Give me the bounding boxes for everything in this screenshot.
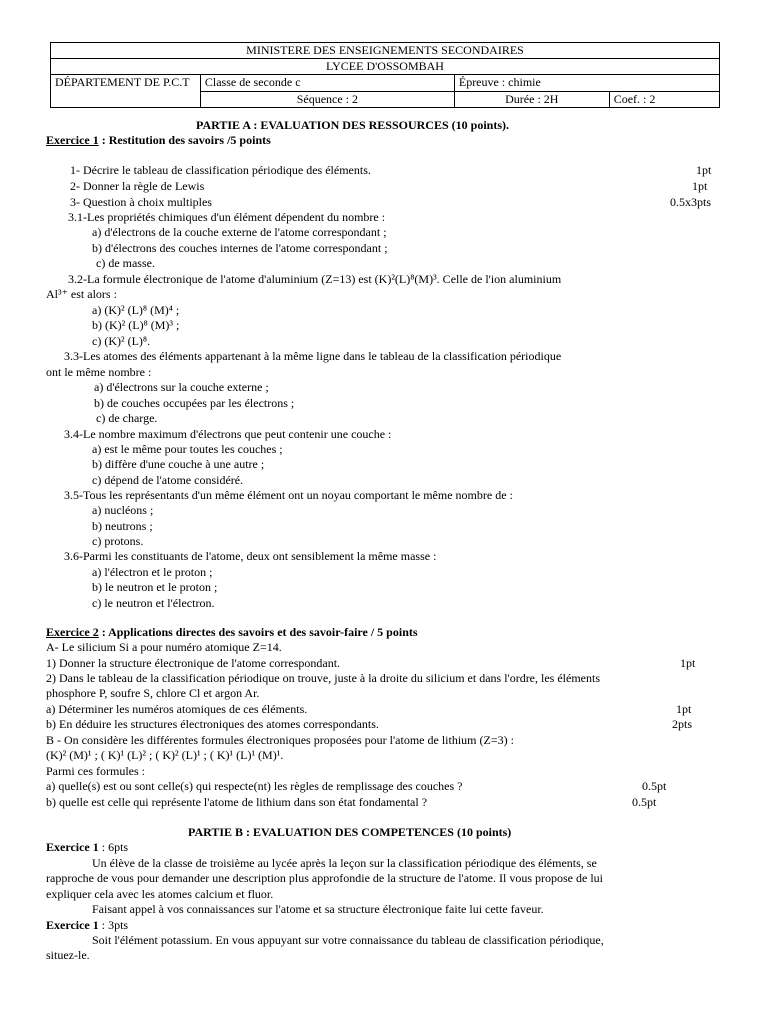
ex2-among-formulas: Parmi ces formules :	[46, 764, 145, 778]
option-3-2-c: c) (K)² (L)⁸.	[92, 334, 151, 348]
ex2-q2a-points: 1pt	[676, 702, 692, 716]
question-3-1: 3.1-Les propriétés chimiques d'un élément dépendent du nombre :	[68, 210, 386, 224]
question-3-4: 3.4-Le nombre maximum d'électrons que peut contenir une couche :	[64, 427, 392, 441]
ex2-part-a: A- Le silicium Si a pour numéro atomique Z=14.	[46, 640, 282, 654]
class-cell: Classe de seconde c	[200, 75, 454, 92]
question-1-points: 1pt	[696, 163, 712, 177]
part-a-ex1-heading	[46, 133, 271, 149]
question-3-2-line2: Al³⁺ est alors :	[46, 287, 117, 301]
option-3-3-a: a) d'électrons sur la couche externe ;	[94, 380, 269, 394]
ex2-label: Exercice 2	[46, 625, 99, 639]
school-name: LYCEE D'OSSOMBAH	[51, 59, 720, 75]
ex2-qa-points: 0.5pt	[642, 779, 667, 793]
option-3-6-a: a) l'électron et le proton ;	[92, 565, 213, 579]
lithium-formulas: (K)² (M)¹ ; ( K)¹ (L)² ; ( K)² (L)¹ ; ( K)¹ (L)¹ (M)¹.	[46, 748, 284, 762]
ministry-name: MINISTERE DES ENSEIGNEMENTS SECONDAIRES	[51, 43, 720, 59]
ex2-qb: b) quelle est celle qui représente l'atome de lithium dans son état fondamental ?	[46, 795, 428, 809]
option-3-6-b: b) le neutron et le proton ;	[92, 580, 218, 594]
part-b-p3-line2: situez-le.	[46, 948, 90, 962]
part-b-p1-line1: Un élève de la classe de troisième au lycée après la leçon sur la classification périodique des éléments, se	[92, 856, 597, 870]
option-3-2-b: b) (K)² (L)⁸ (M)³ ;	[92, 318, 180, 332]
duration-cell: Durée : 2H	[454, 91, 609, 108]
question-3: 3- Question à choix multiples	[70, 195, 212, 209]
subject-cell: Épreuve : chimie	[454, 75, 719, 92]
part-b-p1-line2: rapproche de vous pour demander une description plus approfondie de la structure de l'atome. Il vous propose de lui	[46, 871, 603, 885]
question-2: 2- Donner la règle de Lewis	[70, 179, 205, 193]
ex2-q2b: b) En déduire les structures électroniques des atomes correspondants.	[46, 717, 379, 731]
ex1-title: : Restitution des savoirs /5 points	[98, 133, 271, 147]
ex2-part-b: B - On considère les différentes formules électroniques proposées pour l'atome de lithium (Z=3) :	[46, 733, 514, 747]
part-b-p2: Faisant appel à vos connaissances sur l'atome et sa structure électronique faite lui cette faveur.	[92, 902, 544, 916]
option-3-2-a: a) (K)² (L)⁸ (M)⁴ ;	[92, 303, 180, 317]
part-b-ex2-heading	[46, 918, 128, 934]
department-cell: DÉPARTEMENT DE P.C.T	[51, 75, 201, 108]
part-b-ex1-label: Exercice 1	[46, 840, 99, 854]
ex2-q2-line2: phosphore P, soufre S, chlore Cl et argon Ar.	[46, 686, 260, 700]
option-3-5-a: a) nucléons ;	[92, 503, 154, 517]
ex2-title: : Applications directes des savoirs et des savoir-faire / 5 points	[98, 625, 418, 639]
option-3-1-c: c) de masse.	[96, 256, 155, 270]
coef-cell: Coef. : 2	[609, 91, 719, 108]
ex1-label: Exercice 1	[46, 133, 99, 147]
option-3-4-a: a) est le même pour toutes les couches ;	[92, 442, 283, 456]
header-table	[50, 42, 720, 108]
part-b-ex2-points: : 3pts	[98, 918, 129, 932]
ex2-qb-points: 0.5pt	[632, 795, 657, 809]
option-3-6-c: c) le neutron et l'électron.	[92, 596, 215, 610]
part-a-ex2-heading	[46, 625, 418, 641]
ex2-q2a: a) Déterminer les numéros atomiques de ces éléments.	[46, 702, 308, 716]
ex2-q1: 1) Donner la structure électronique de l'atome correspondant.	[46, 656, 341, 670]
option-3-5-c: c) protons.	[92, 534, 144, 548]
option-3-5-b: b) neutrons ;	[92, 519, 153, 533]
part-b-ex1-heading	[46, 840, 128, 856]
option-3-1-a: a) d'électrons de la couche externe de l'atome correspondant ;	[92, 225, 387, 239]
ex2-q2-line1: 2) Dans le tableau de la classification périodique on trouve, juste à la droite du silicium et dans l'ordre, les éléments	[46, 671, 600, 685]
question-3-points: 0.5x3pts	[670, 195, 712, 209]
question-3-5: 3.5-Tous les représentants d'un même élément ont un noyau comportant le même nombre de :	[64, 488, 513, 502]
part-b-p3-line1: Soit l'élément potassium. En vous appuyant sur votre connaissance du tableau de classification périodique,	[92, 933, 604, 947]
question-2-points: 1pt	[692, 179, 708, 193]
part-b-ex1-points: : 6pts	[98, 840, 129, 854]
part-a-title: PARTIE A : EVALUATION DES RESSOURCES (10 points).	[196, 118, 509, 132]
ex2-qa: a) quelle(s) est ou sont celle(s) qui respecte(nt) les règles de remplissage des couches ?	[46, 779, 463, 793]
option-3-4-c: c) dépend de l'atome considéré.	[92, 473, 244, 487]
ex2-q1-points: 1pt	[680, 656, 696, 670]
question-3-3-line1: 3.3-Les atomes des éléments appartenant à la même ligne dans le tableau de la classification périodique	[64, 349, 562, 363]
option-3-4-b: b) diffère d'une couche à une autre ;	[92, 457, 265, 471]
part-b-p1-line3: expliquer cela avec les atomes calcium et fluor.	[46, 887, 274, 901]
question-3-2-line1: 3.2-La formule électronique de l'atome d'aluminium (Z=13) est (K)²(L)⁸(M)³. Celle de l'ion aluminium	[68, 272, 562, 286]
option-3-1-b: b) d'électrons des couches internes de l'atome correspondant ;	[92, 241, 388, 255]
question-3-6: 3.6-Parmi les constituants de l'atome, deux ont sensiblement la même masse :	[64, 549, 437, 563]
ex2-q2b-points: 2pts	[672, 717, 693, 731]
question-3-3-line2: ont le même nombre :	[46, 365, 152, 379]
part-b-title: PARTIE B : EVALUATION DES COMPETENCES (10 points)	[188, 825, 512, 839]
option-3-3-c: c) de charge.	[96, 411, 158, 425]
option-3-3-b: b) de couches occupées par les électrons ;	[94, 396, 295, 410]
part-b-ex2-label: Exercice 1	[46, 918, 99, 932]
question-1: 1- Décrire le tableau de classification périodique des éléments.	[70, 163, 371, 177]
sequence-cell: Séquence : 2	[200, 91, 454, 108]
